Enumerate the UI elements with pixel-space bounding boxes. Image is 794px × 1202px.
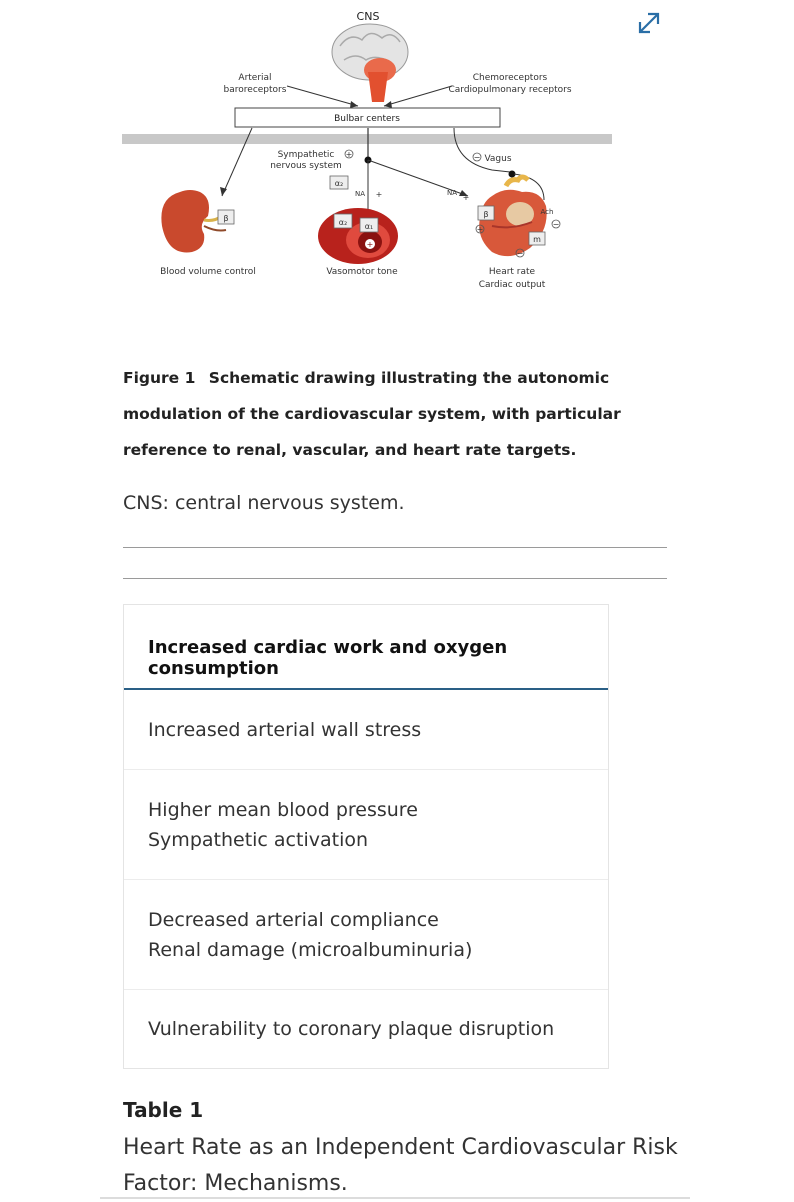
- vagus-label: Vagus: [484, 154, 512, 164]
- heart-rate-label: Heart rate: [488, 267, 536, 277]
- divider: [123, 578, 667, 579]
- chemoreceptors-label: Chemoreceptors: [472, 73, 548, 83]
- bottom-divider: [100, 1197, 690, 1199]
- vessel-icon: [318, 208, 398, 264]
- svg-text:+: +: [462, 193, 470, 202]
- svg-text:+: +: [375, 190, 383, 199]
- table-cell-line: Renal damage (microalbuminuria): [148, 938, 473, 961]
- chemo-arrow: [384, 86, 452, 106]
- table-title: Heart Rate as an Independent Cardiovascular Risk Factor: Mechanisms.: [123, 1135, 678, 1196]
- svg-text:−: −: [516, 249, 524, 258]
- kidney-icon: [161, 190, 229, 252]
- figure-caption-text: Schematic drawing illustrating the autonomic modulation of the cardiovascular system, with particular reference to renal, vascular, and heart rate targets.: [123, 369, 621, 459]
- baroreceptors-label: baroreceptors: [223, 85, 287, 95]
- divider: [123, 547, 667, 548]
- sympathetic-label: Sympathetic: [277, 150, 335, 160]
- table-row: [124, 880, 608, 990]
- svg-text:m: m: [533, 235, 541, 244]
- na-label-1: NA: [354, 190, 366, 198]
- table-label: Table 1: [123, 1098, 204, 1122]
- table-row: [124, 990, 608, 1068]
- svg-text:−: −: [552, 220, 560, 229]
- blood-volume-label: Blood volume control: [160, 267, 256, 277]
- baro-arrow: [287, 86, 358, 106]
- svg-text:α₂: α₂: [338, 218, 348, 227]
- svg-text:+: +: [476, 225, 484, 234]
- svg-text:α₂: α₂: [334, 179, 344, 188]
- ach-label: Ach: [540, 208, 554, 216]
- cns-label: CNS: [356, 10, 380, 23]
- table-header: Increased cardiac work and oxygen consumption: [124, 605, 608, 690]
- table-cell-line: Sympathetic activation: [148, 828, 369, 851]
- cardiopulmonary-label: Cardiopulmonary receptors: [448, 85, 572, 95]
- sympathetic-plus: +: [345, 150, 353, 159]
- figure-1: [122, 0, 668, 300]
- figure-note: CNS: central nervous system.: [123, 492, 405, 514]
- vagus-minus: −: [473, 153, 481, 162]
- nervous-system-label: nervous system: [270, 161, 342, 171]
- arterial-label: Arterial: [238, 73, 272, 83]
- svg-text:β: β: [483, 210, 489, 219]
- svg-text:+: +: [366, 240, 374, 249]
- table-1: [123, 604, 609, 1069]
- brain-icon: [332, 24, 408, 102]
- table-cell-line: Higher mean blood pressure: [148, 798, 418, 821]
- bulbar-label: Bulbar centers: [334, 114, 400, 124]
- expand-icon[interactable]: [634, 8, 664, 38]
- svg-text:α₁: α₁: [364, 222, 374, 231]
- membrane-band: [122, 134, 612, 144]
- table-row: [124, 690, 608, 770]
- table-cell-line: Decreased arterial compliance: [148, 908, 439, 931]
- figure-caption-label: Figure 1: [123, 369, 196, 387]
- na-label-2: NA: [446, 189, 458, 197]
- table-row: [124, 770, 608, 880]
- figure-caption: [123, 360, 673, 468]
- table-cell-line: Vulnerability to coronary plaque disruption: [148, 1018, 555, 1040]
- cardiac-output-label: Cardiac output: [478, 280, 546, 290]
- vasomotor-label: Vasomotor tone: [326, 267, 398, 277]
- autonomic-diagram: [122, 0, 668, 300]
- svg-text:β: β: [223, 214, 229, 223]
- table-cell-line: Increased arterial wall stress: [148, 718, 422, 741]
